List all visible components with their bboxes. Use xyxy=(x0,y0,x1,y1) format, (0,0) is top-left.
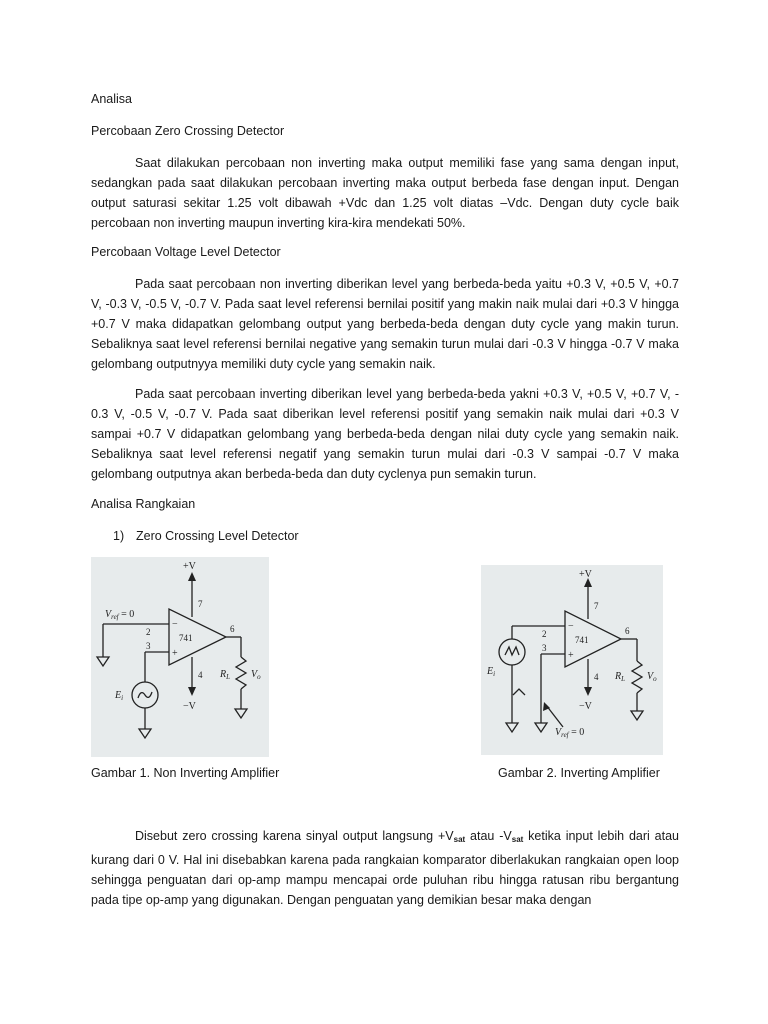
label-vref-sub: ref xyxy=(561,731,569,739)
svg-text:+V xyxy=(579,569,593,580)
label-vo: V xyxy=(251,669,258,680)
paragraph-4-text-a: Disebut zero crossing karena sinyal output langsung +V xyxy=(135,829,454,843)
plus-sign: + xyxy=(568,650,574,661)
label-source: E xyxy=(487,666,494,677)
label-neg-supply: −V xyxy=(183,701,196,712)
svg-text:RL xyxy=(219,669,230,681)
figure-1-svg xyxy=(91,557,269,757)
paragraph-4 xyxy=(91,826,679,910)
svg-text:+ xyxy=(172,648,178,659)
label-pos-supply: +V xyxy=(579,569,592,580)
ground-symbol xyxy=(631,711,643,720)
svg-text:RL xyxy=(614,671,625,683)
svg-text:+V xyxy=(183,561,197,572)
heading-voltage-level: Percobaan Voltage Level Detector xyxy=(91,245,281,259)
svg-text:Vo xyxy=(647,671,657,683)
label-vref: V xyxy=(105,609,112,620)
pin-3: 3 xyxy=(146,641,151,651)
subscript-sat-1: sat xyxy=(453,835,466,844)
subscript-sat-2: sat xyxy=(511,835,524,844)
pin-4: 4 xyxy=(594,672,599,682)
label-vref-value: = 0 xyxy=(118,609,135,620)
svg-text:− xyxy=(568,621,574,632)
label-pos-supply: +V xyxy=(183,561,196,572)
caption-figure-1: Gambar 1. Non Inverting Amplifier xyxy=(91,766,280,780)
caption-figure-2: Gambar 2. Inverting Amplifier xyxy=(498,766,660,780)
figure-2-svg xyxy=(481,565,663,755)
ground-symbol xyxy=(139,729,151,738)
ground-symbol xyxy=(235,709,247,718)
svg-text:+ xyxy=(568,650,574,661)
label-vo-sub: o xyxy=(653,675,657,683)
chip-label: 741 xyxy=(179,633,193,643)
svg-text:2 xyxy=(542,629,547,639)
svg-text:741 xyxy=(179,633,193,643)
svg-text:3 xyxy=(542,643,547,653)
heading-analisa-rangkaian: Analisa Rangkaian xyxy=(91,497,196,511)
svg-text:− xyxy=(172,619,178,630)
paragraph-3 xyxy=(91,384,679,484)
label-rl: R xyxy=(615,671,622,682)
label-vref-sub: ref xyxy=(111,613,119,621)
ground-symbol xyxy=(97,657,109,666)
svg-text:7 xyxy=(198,599,203,609)
svg-text:2 xyxy=(146,627,151,637)
heading-zero-crossing: Percobaan Zero Crossing Detector xyxy=(91,124,285,138)
paragraph-2-text: Pada saat percobaan non inverting diberikan level yang berbeda-beda yaitu +0.3 V, +0.5 V, +0.7 V, -0.3 V, -0.5 V, -0.7 V. Pada saat level referensi bernilai positif yang makin naik mulai dari +0.3 V hingga +0.7 V maka didapatkan gelombang output yang berbeda-beda dengan duty cycle yang makin turun. Sebaliknya saat level referensi bernilai negative yang semakin turun mulai dari -0.3 V hingga -0.7 V maka gelombang outputnyya memiliki duty cycle yang semakin naik. xyxy=(91,277,679,371)
svg-text:Vref = 0 xyxy=(105,609,134,621)
svg-text:Vref = 0 xyxy=(555,727,584,739)
heading-analisa: Analisa xyxy=(91,92,132,106)
label-neg-supply: −V xyxy=(579,701,592,712)
paragraph-1-text: Saat dilakukan percobaan non inverting maka output memiliki fase yang sama dengan input, sedangkan pada saat dilakukan percobaan inverting maka output berbeda fase dengan input. Dengan output saturasi sekitar 1.25 volt dibawah +Vdc dan 1.25 volt diatas –Vdc. Dengan duty cycle baik percobaan non inverting maupun inverting kira-kira mendekati 50%. xyxy=(91,156,679,230)
paragraph-2 xyxy=(91,274,679,374)
svg-text:Vo xyxy=(251,669,261,681)
pin-2: 2 xyxy=(542,629,547,639)
pin-3: 3 xyxy=(542,643,547,653)
svg-text:−V xyxy=(183,701,197,712)
figure-inverting-circuit xyxy=(481,565,663,755)
label-rl-sub: L xyxy=(621,675,626,683)
chip-label: 741 xyxy=(575,635,589,645)
svg-text:−V xyxy=(579,701,593,712)
svg-text:4 xyxy=(594,672,599,682)
pin-2: 2 xyxy=(146,627,151,637)
minus-sign: − xyxy=(172,619,178,630)
label-vo: V xyxy=(647,671,654,682)
label-rl: R xyxy=(220,669,227,680)
label-vref: V xyxy=(555,727,562,738)
label-vref-value: = 0 xyxy=(568,727,585,738)
list-number: 1) xyxy=(113,529,125,543)
plus-sign: + xyxy=(172,648,178,659)
svg-text:6 xyxy=(625,626,630,636)
label-vo-sub: o xyxy=(257,673,261,681)
paragraph-3-text: Pada saat percobaan inverting diberikan level yang berbeda-beda yakni +0.3 V, +0.5 V, +0.7 V, - 0.3 V, -0.5 V, -0.7 V. Pada saat diberikan level referensi positif yang semakin naik mulai dari +0.3 V sampai +0.7 V didapatkan gelombang yang berbeda-beda dengan nilai duty cycle yang semakin naik. Sebaliknya saat level referensi negatif yang semakin turun mulai dari -0.3 V sampai -0.7 V maka gelombang outputnya akan berbeda-beda dan duty cyclenya pun semakin turun. xyxy=(91,387,679,481)
signal-source-symbol xyxy=(499,639,525,665)
minus-sign: − xyxy=(568,621,574,632)
svg-text:6 xyxy=(230,624,235,634)
label-rl-sub: L xyxy=(226,673,231,681)
label-source-sub: i xyxy=(493,670,496,678)
paragraph-4-text-b: atau -V xyxy=(465,829,512,843)
pin-7: 7 xyxy=(198,599,203,609)
pin-4: 4 xyxy=(198,670,203,680)
svg-text:4 xyxy=(198,670,203,680)
svg-text:741 xyxy=(575,635,589,645)
pin-6: 6 xyxy=(230,624,235,634)
list-item-zero-crossing: Zero Crossing Level Detector xyxy=(136,529,299,543)
svg-text:Ei xyxy=(114,690,123,702)
ground-symbol xyxy=(506,723,518,732)
pin-7: 7 xyxy=(594,601,599,611)
figure-non-inverting-circuit xyxy=(91,557,269,757)
paragraph-4-text-c: ketika input lebih dari atau kurang dari 0 V. Hal ini disebabkan karena pada rangkaian komparator diberlakukan rangkaian open loop sehingga penguatan dari op-amp mampu mencapai orde puluhan ribu hingga ratusan ribu bergantung pada tipe op-amp yang digunakan. Dengan penguatan yang demikian besar maka dengan xyxy=(91,829,679,907)
label-source-sub: i xyxy=(121,694,124,702)
paragraph-1 xyxy=(91,153,679,233)
pin-6: 6 xyxy=(625,626,630,636)
svg-text:Ei xyxy=(486,666,495,678)
svg-text:7 xyxy=(594,601,599,611)
ground-symbol xyxy=(535,723,547,732)
label-source: E xyxy=(115,690,122,701)
svg-text:3 xyxy=(146,641,151,651)
